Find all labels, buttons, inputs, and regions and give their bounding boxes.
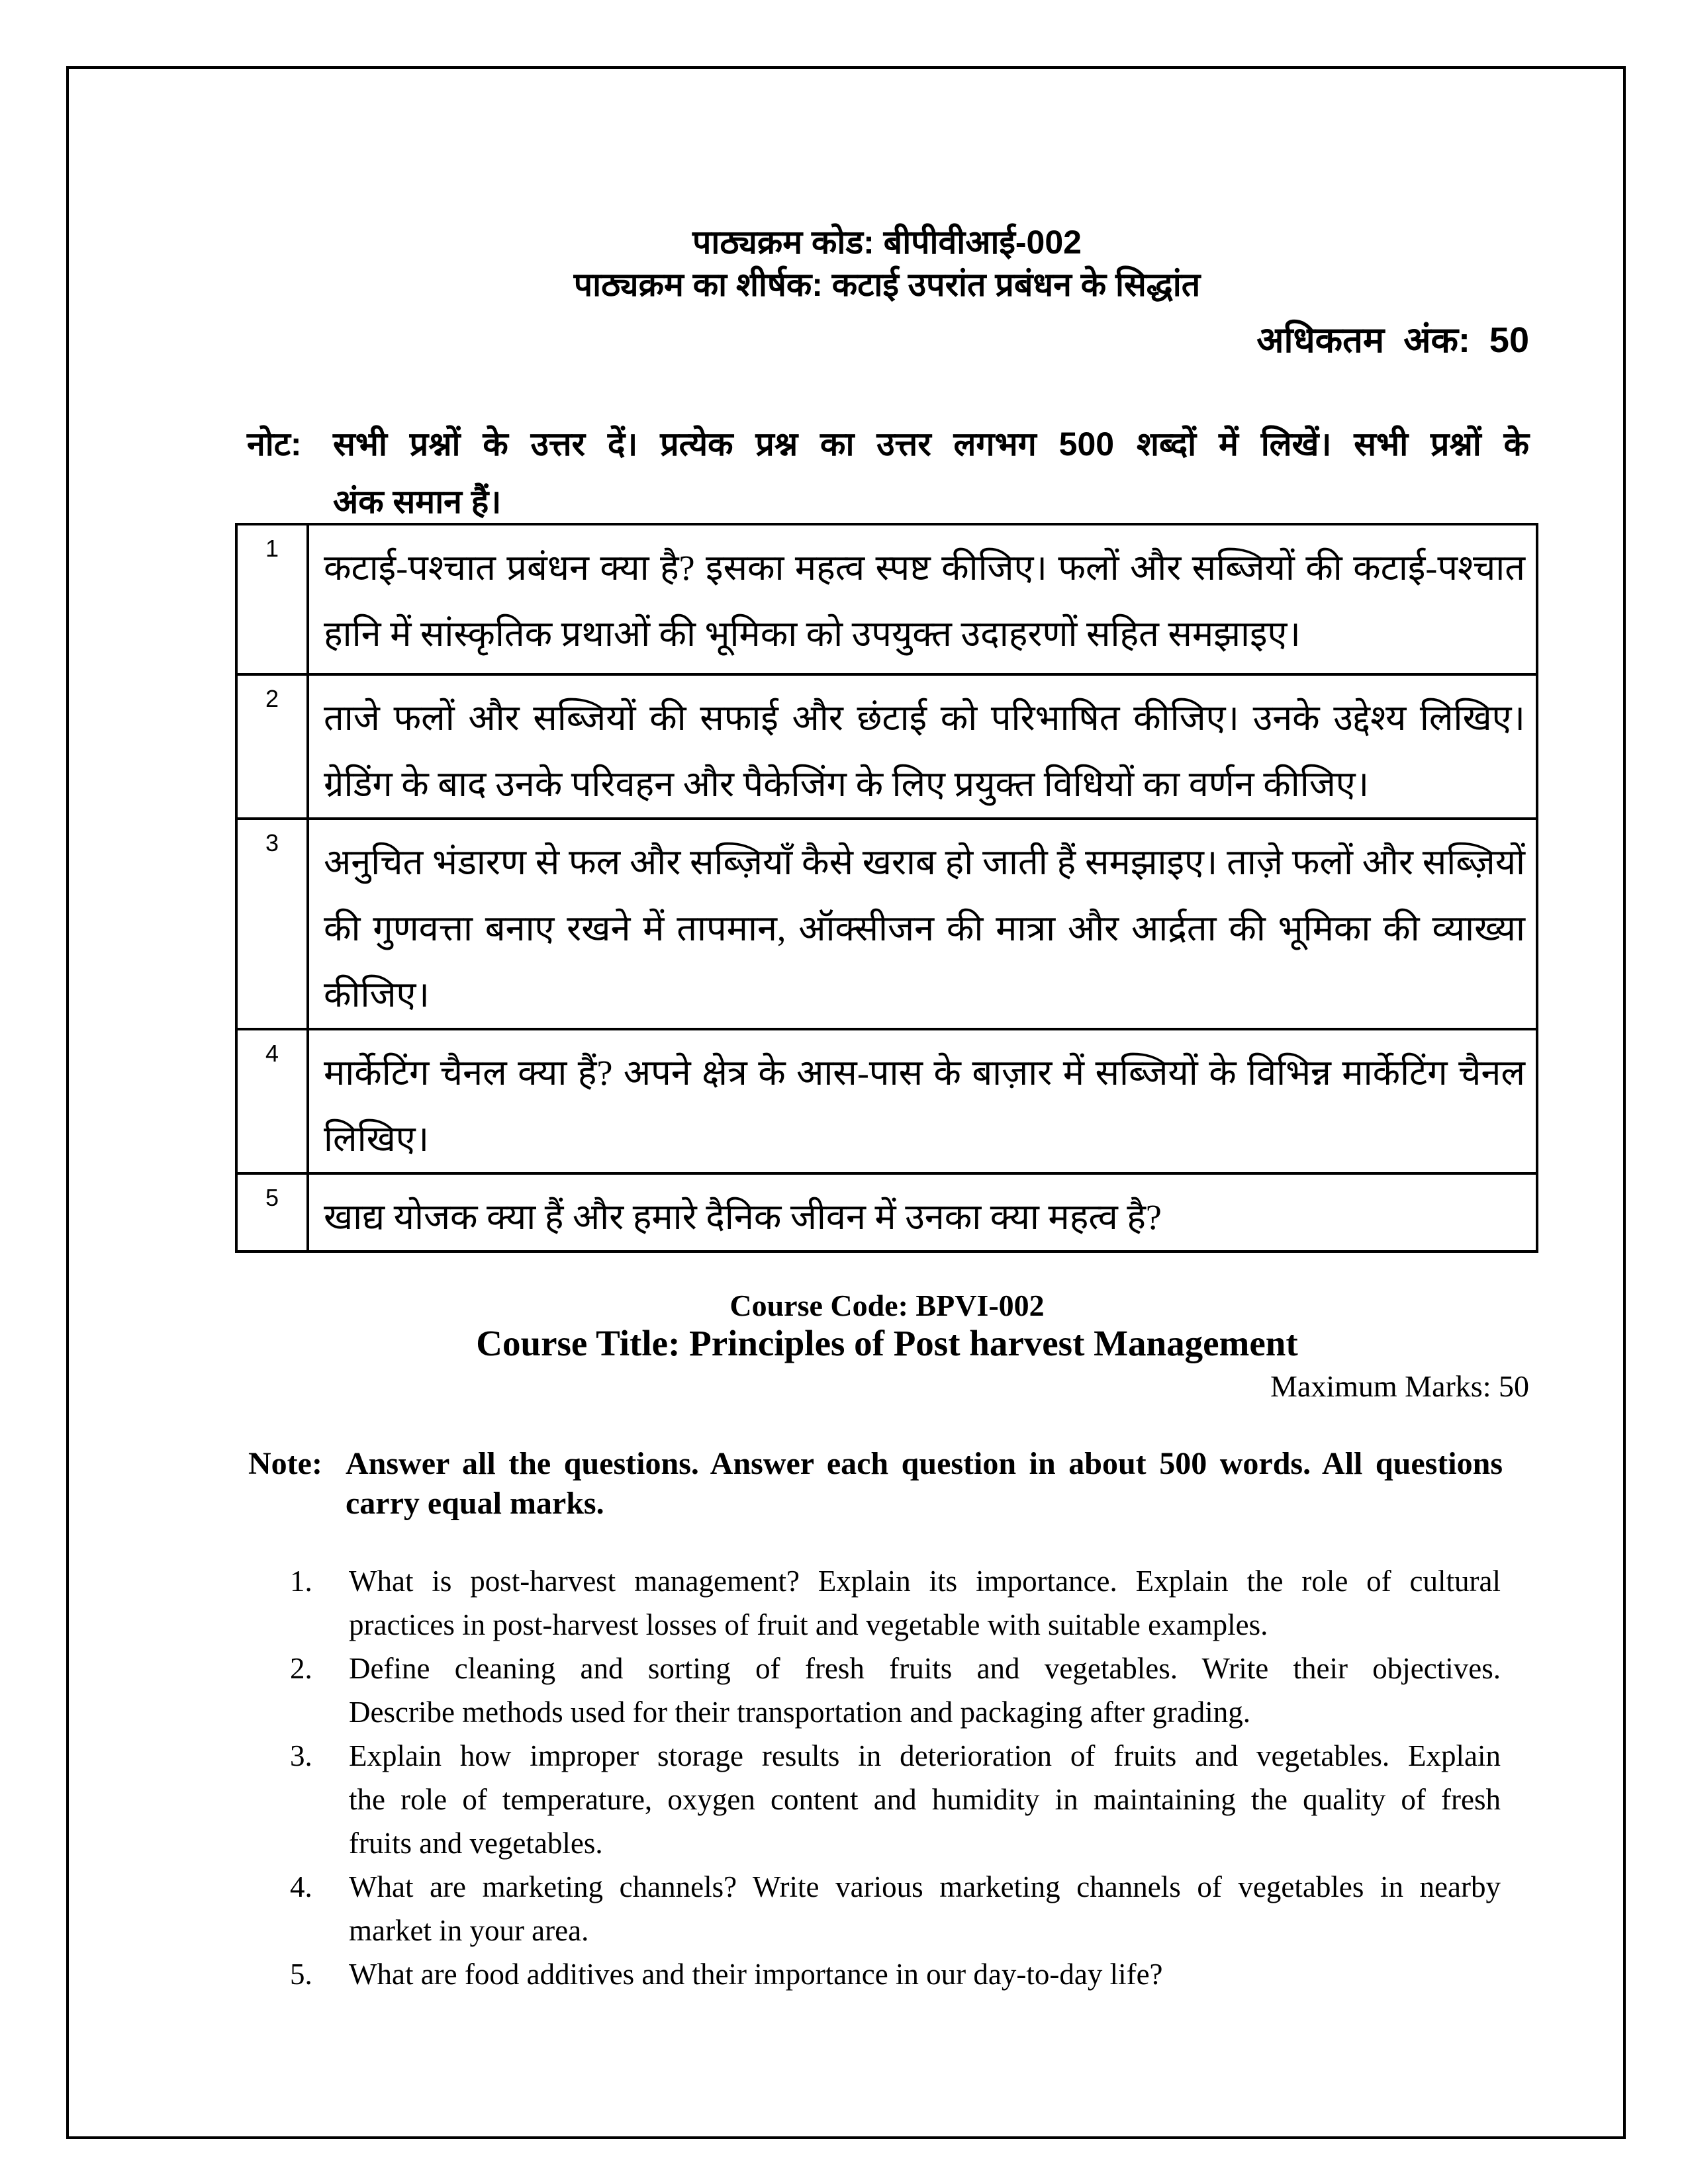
question-table-body [236,524,1537,1251]
course-title-hindi: पाठ्यक्रम का शीर्षक: कटाई उपरांत प्रबंधन के सिद्धांत [573,266,1201,303]
course-title-english: Course Title: Principles of Post harvest Management [476,1323,1298,1363]
question-number: 1 [236,524,308,674]
table-row [236,674,1537,819]
question-table-hindi [235,523,1538,1253]
question-hindi-line: मार्केटिंग चैनल क्या हैं? अपने क्षेत्र के आस-पास के बाज़ार में सब्जियों के विभिन्न मार्केटिंग चैनल [324,1053,1525,1093]
question-hindi-line: ग्रेडिंग के बाद उनके परिवहन और पैकेजिंग के लिए प्रयुक्त विधियों का वर्णन कीजिए। [324,764,1370,804]
list-item [290,1559,1501,1647]
question-number: 2 [236,674,308,819]
question-english-line: What is post-harvest management? Explain its importance. Explain the role of cultural [349,1565,1501,1598]
question-english-line: fruits and vegetables. [349,1827,603,1860]
question-english-line: Define cleaning and sorting of fresh fruits and vegetables. Write their objectives. [349,1652,1501,1685]
list-item [290,1865,1501,1952]
question-hindi-line: खाद्य योजक क्या हैं और हमारे दैनिक जीवन में उनका क्या महत्व है? [324,1197,1162,1237]
question-english-line: Describe methods used for their transportation and packaging after grading. [349,1696,1251,1729]
question-text-hindi [308,674,1537,819]
note-english-line: Answer all the questions. Answer each question in about 500 words. All questions [346,1446,1503,1481]
question-hindi-line: हानि में सांस्कृतिक प्रथाओं की भूमिका को उपयुक्त उदाहरणों सहित समझाइए। [324,614,1301,654]
question-hindi-line: अनुचित भंडारण से फल और सब्ज़ियाँ कैसे खराब हो जाती हैं समझाइए। ताज़े फलों और सब्ज़ियों [324,842,1525,882]
question-number: 5. [290,1958,312,1991]
question-hindi-line: लिखिए। [324,1119,430,1159]
question-english-line: What are food additives and their importance in our day-to-day life? [349,1958,1163,1991]
question-hindi-line: कटाई-पश्चात प्रबंधन क्या है? इसका महत्व स्पष्ट कीजिए। फलों और सब्जियों की कटाई-पश्चात [324,548,1525,588]
question-number: 5 [236,1173,308,1251]
note-body-english [346,1444,1503,1524]
question-english-line: the role of temperature, oxygen content and humidity in maintaining the quality of fresh [349,1783,1501,1816]
max-marks-english: Maximum Marks: 50 [1270,1369,1529,1403]
assignment-page [235,0,1539,2184]
question-number: 2. [290,1652,312,1685]
note-label-hindi: नोट: [247,426,302,463]
note-english-line: carry equal marks. [346,1486,604,1521]
question-hindi-line: ताजे फलों और सब्जियों की सफाई और छंटाई को परिभाषित कीजिए। उनके उद्देश्य लिखिए। [324,698,1525,738]
question-english-line: practices in post-harvest losses of fruit and vegetable with suitable examples. [349,1608,1268,1641]
list-item [290,1952,1501,1996]
note-body-hindi [333,416,1529,531]
note-hindi [235,416,1539,531]
note-label-english: Note: [248,1446,322,1481]
question-number: 1. [290,1565,312,1598]
note-hindi-line: अंक समान हैं। [333,483,502,520]
note-hindi-line: सभी प्रश्नों के उत्तर दें। प्रत्येक प्रश्न का उत्तर लगभग 500 शब्दों में लिखें। सभी प्रश्नों के [333,426,1529,463]
question-english-line: market in your area. [349,1914,589,1947]
table-row [236,1029,1537,1173]
question-number: 4. [290,1870,312,1903]
question-number: 3 [236,819,308,1029]
question-english-line: Explain how improper storage results in deterioration of fruits and vegetables. Explain [349,1739,1501,1772]
question-text-hindi [308,1029,1537,1173]
question-english-line: What are marketing channels? Write various marketing channels of vegetables in nearby [349,1870,1501,1903]
table-row [236,819,1537,1029]
list-item [290,1647,1501,1734]
question-text-hindi [308,1173,1537,1251]
list-item [290,1734,1501,1865]
course-code-hindi: पाठ्यक्रम कोड: बीपीवीआई-002 [692,224,1082,261]
table-row [236,1173,1537,1251]
question-text-hindi [308,819,1537,1029]
question-list-english [235,1559,1539,1996]
question-hindi-line: कीजिए। [324,975,430,1015]
note-english [235,1444,1539,1524]
question-number: 3. [290,1739,312,1772]
question-hindi-line: की गुणवत्ता बनाए रखने में तापमान, ऑक्सीजन की मात्रा और आर्द्रता की भूमिका की व्याख्या [324,909,1525,948]
course-code-english: Course Code: BPVI-002 [729,1289,1045,1322]
max-marks-hindi: अधिकतम अंक: 50 [1256,320,1529,360]
table-row [236,524,1537,674]
question-text-hindi [308,524,1537,674]
question-number: 4 [236,1029,308,1173]
